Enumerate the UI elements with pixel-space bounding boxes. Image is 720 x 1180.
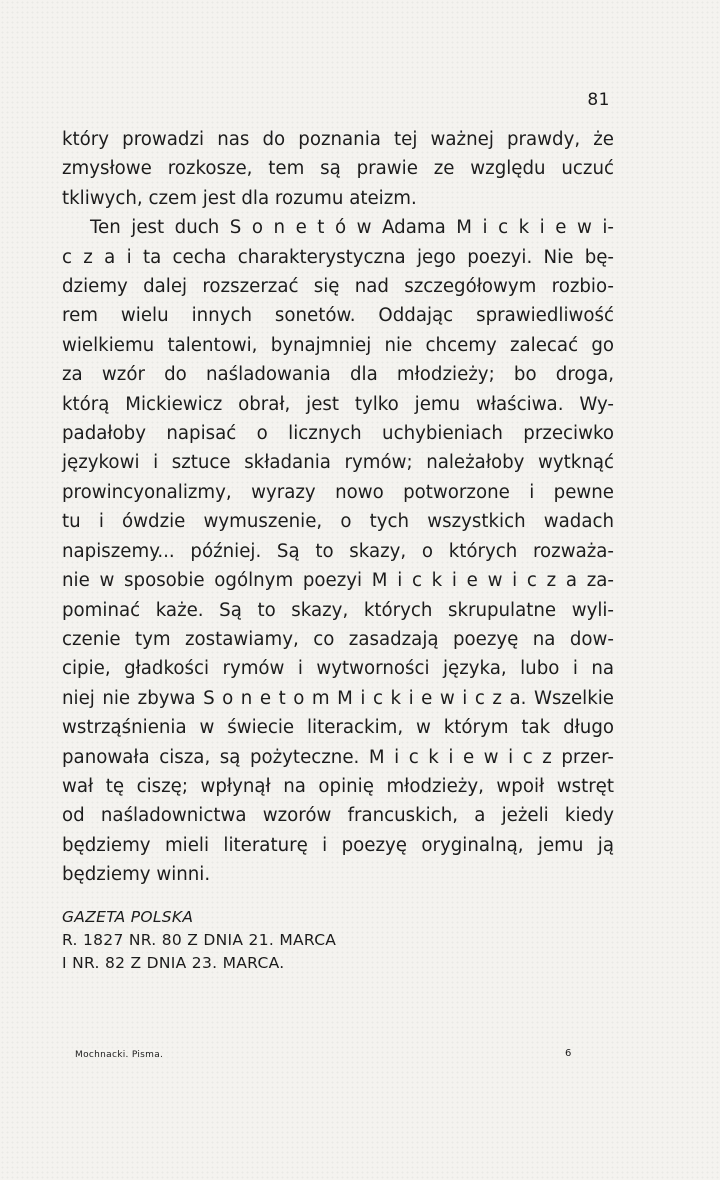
text-line: który prowadzi nas do poznania tej ważnej prawdy, że <box>62 129 614 150</box>
text-line: zmysłowe rozkosze, tem są prawie ze względu uczuć <box>62 158 614 180</box>
text-line: wał tę ciszę; wpłynął na opinię młodzieży, wpoił wstręt <box>62 775 614 797</box>
text-line: od naśladownictwa wzorów francuskich, a jeżeli kiedy <box>62 805 614 827</box>
text-line: czenie tym zostawiamy, co zasadzają poezyę na dow- <box>62 628 614 650</box>
source-title: GAZETA POLSKA <box>62 908 194 926</box>
source-line: I NR. 82 Z DNIA 23. MARCA. <box>62 954 285 972</box>
source-note <box>62 906 462 975</box>
text-line: Ten jest duch S o n e t ó w Adama M i c k i e w i- <box>90 217 614 239</box>
text-line: dziemy dalej rozszerzać się nad szczegółowym rozbio- <box>62 276 614 298</box>
text-line: niej nie zbywa S o n e t o m M i c k i e w i c z a. Wszelkie <box>62 687 614 709</box>
text-line: prowincyonalizmy, wyrazy nowo potworzone i pewne <box>62 481 614 503</box>
text-line: będziemy winni. <box>62 864 211 886</box>
text-line: pominać każe. Są to skazy, których skrupulatne wyli- <box>62 599 614 621</box>
text-line: za wzór do naśladowania dla młodzieży; bo droga, <box>62 364 614 386</box>
text-line: padałoby napisać o licznych uchybieniach przeciwko <box>62 423 614 445</box>
signature-mark: Mochnacki. Pisma. <box>75 1050 164 1060</box>
source-line: R. 1827 NR. 80 Z DNIA 21. MARCA <box>62 931 337 949</box>
text-line: rem wielu innych sonetów. Oddając sprawiedliwość <box>62 305 614 327</box>
text-line: będziemy mieli literaturę i poezyę oryginalną, jemu ją <box>62 834 614 856</box>
text-line: językowi i sztuce składania rymów; należałoby wytknąć <box>62 452 614 474</box>
text-line: panowała cisza, są pożyteczne. M i c k i e w i c z przer- <box>62 746 614 768</box>
text-line: nie w sposobie ogólnym poezyi M i c k i e w i c z a za- <box>62 570 614 592</box>
body-text <box>62 125 614 890</box>
text-line: tu i ówdzie wymuszenie, o tych wszystkich wadach <box>62 511 614 533</box>
text-line: wstrząśnienia w świecie literackim, w którym tak długo <box>62 717 614 739</box>
text-line: którą Mickiewicz obrał, jest tylko jemu właściwa. Wy- <box>62 393 614 415</box>
text-line: napiszemy... później. Są to skazy, o których rozważa- <box>62 540 614 562</box>
page-number: 81 <box>587 90 610 110</box>
sheet-number: 6 <box>565 1048 572 1059</box>
text-line: c z a i ta cecha charakterystyczna jego poezyi. Nie bę- <box>62 246 614 268</box>
text-line: wielkiemu talentowi, bynajmniej nie chcemy zalecać go <box>62 334 614 356</box>
text-line: tkliwych, czem jest dla rozumu ateizm. <box>62 187 417 209</box>
text-line: cipie, gładkości rymów i wytworności języka, lubo i na <box>62 658 614 680</box>
